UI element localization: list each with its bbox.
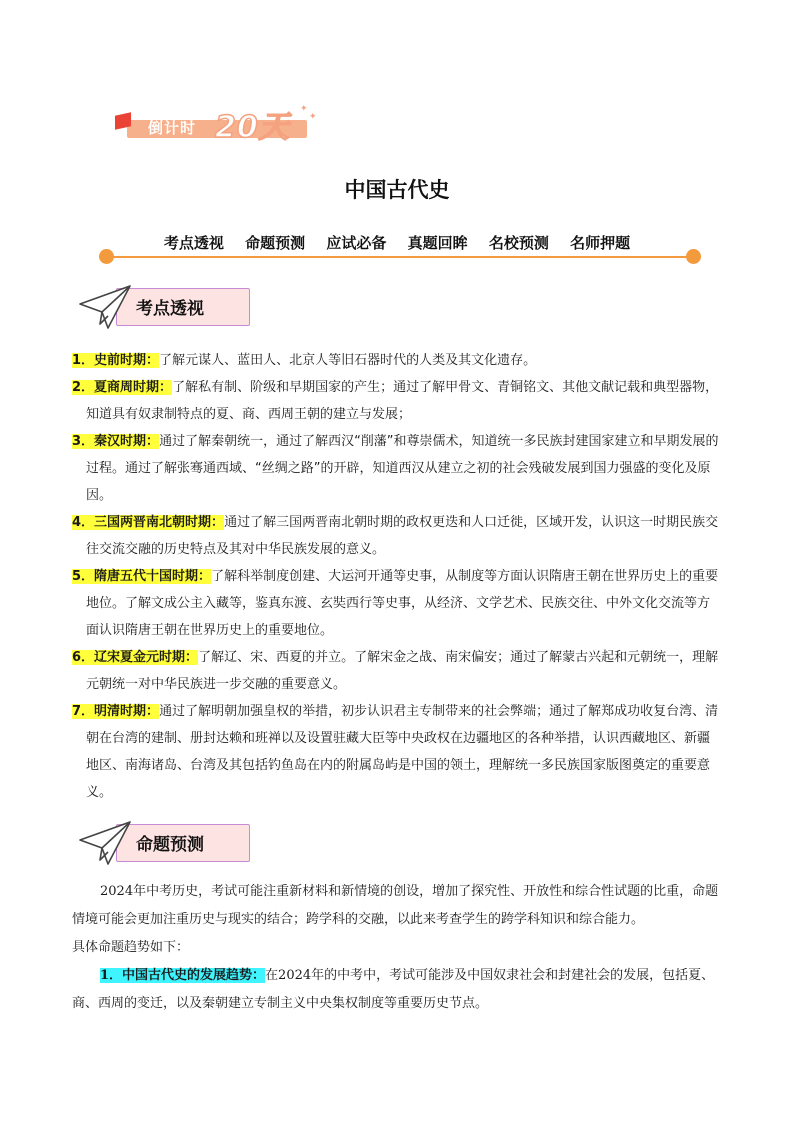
- list-item: [72, 644, 722, 698]
- trend-item: [72, 962, 722, 1018]
- list-item: [72, 563, 722, 644]
- section-title: 命题预测: [136, 835, 204, 855]
- point-text: 了解科举制度创建、大运河开通等史事，从制度等方面认识隋唐王朝在世界历史上的重要地位。了解文成公主入藏等，鉴真东渡、玄奘西行等史事，从经济、文学艺术、民族交往、中外文化交流等方面认识隋唐王朝在世界历史上的重要地位。: [86, 569, 719, 638]
- prediction-body: [72, 878, 722, 1018]
- badge-days: 20天: [215, 110, 290, 145]
- section-title: 考点透视: [136, 299, 204, 319]
- star-icon: ✦: [300, 104, 308, 114]
- intro-paragraph: 2024年中考历史，考试可能注重新材料和新情境的创设，增加了探究性、开放性和综合性试题的比重，命题情境可能会更加注重历史与现实的结合；跨学科的交融，以此来考查学生的跨学科知识和综合能力。: [72, 884, 719, 927]
- page-title: 中国古代史: [344, 178, 450, 202]
- point-text: 通过了解三国两晋南北朝时期的政权更迭和人口迁徙，区域开发，认识这一时期民族交往交流交融的历史特点及其对中华民族发展的意义。: [86, 515, 719, 557]
- period-label: 5．隋唐五代十国时期：: [72, 569, 212, 584]
- section-header-mingti: [78, 818, 253, 866]
- tagline-item: 真题回眸: [407, 234, 468, 252]
- paper-plane-icon: [78, 282, 138, 332]
- point-text: 了解私有制、阶级和早期国家的产生；通过了解甲骨文、青铜铭文、其他文献记载和典型器物，知道具有奴隶制特点的夏、商、西周王朝的建立与发展；: [86, 380, 719, 422]
- list-item: [72, 509, 722, 563]
- period-label: 3．秦汉时期：: [72, 434, 160, 449]
- list-item: [72, 374, 722, 428]
- tagline-item: 应试必备: [326, 234, 387, 252]
- badge-label: 倒计时: [148, 119, 197, 137]
- tagline-item: 命题预测: [245, 234, 306, 252]
- tagline-item: 名师押题: [570, 234, 631, 252]
- tagline-item: 名校预测: [488, 234, 549, 252]
- period-label: 2．夏商周时期：: [72, 380, 173, 395]
- period-label: 4．三国两晋南北朝时期：: [72, 515, 225, 530]
- tagline-item: 考点透视: [163, 234, 224, 252]
- point-text: 了解辽、宋、西夏的并立。了解宋金之战、南宋偏安；通过了解蒙古兴起和元朝统一，理解元朝统一对中华民族进一步交融的重要意义。: [86, 650, 719, 692]
- divider-line: [108, 256, 692, 258]
- paper-plane-icon: [78, 818, 138, 868]
- list-item: [72, 347, 722, 374]
- key-points-list: [72, 347, 722, 806]
- point-text: 通过了解秦朝统一，通过了解西汉“削藩”和尊崇儒术，知道统一多民族封建国家建立和早期发展的过程。通过了解张骞通西域、“丝绸之路”的开辟，知道西汉从建立之初的社会残破发展到国力强盛的变化及原因。: [86, 434, 719, 503]
- list-item: [72, 428, 722, 509]
- period-label: 7．明清时期：: [72, 704, 160, 719]
- section-header-kaodian: [78, 282, 253, 330]
- point-text: 通过了解明朝加强皇权的举措，初步认识君主专制带来的社会弊端；通过了解郑成功收复台湾、清朝在台湾的建制、册封达赖和班禅以及设置驻藏大臣等中央政权在边疆地区的各种举措，认识西藏地区、新疆地区、南海诸岛、台湾及其包括钓鱼岛在内的附属岛屿是中国的领土，理解统一多民族国家版图奠定的重要意义。: [86, 704, 719, 800]
- trend-text: 在2024年的中考中，考试可能涉及中国奴隶社会和封建社会的发展，包括夏、商、西周的变迁，以及秦朝建立专制主义中央集权制度等重要历史节点。: [72, 968, 715, 1011]
- point-text: 了解元谋人、蓝田人、北京人等旧石器时代的人类及其文化遗存。: [159, 353, 537, 368]
- countdown-badge: [115, 100, 320, 145]
- period-label: 1．史前时期：: [72, 353, 160, 368]
- period-label: 6．辽宋夏金元时期：: [72, 650, 199, 665]
- tagline-row: [0, 232, 794, 253]
- lead-paragraph: 具体命题趋势如下：: [72, 940, 190, 955]
- rule-dot-right: [686, 249, 701, 264]
- list-item: [72, 698, 722, 806]
- star-icon: ✦: [309, 112, 317, 122]
- trend-label: 1．中国古代史的发展趋势：: [100, 968, 266, 983]
